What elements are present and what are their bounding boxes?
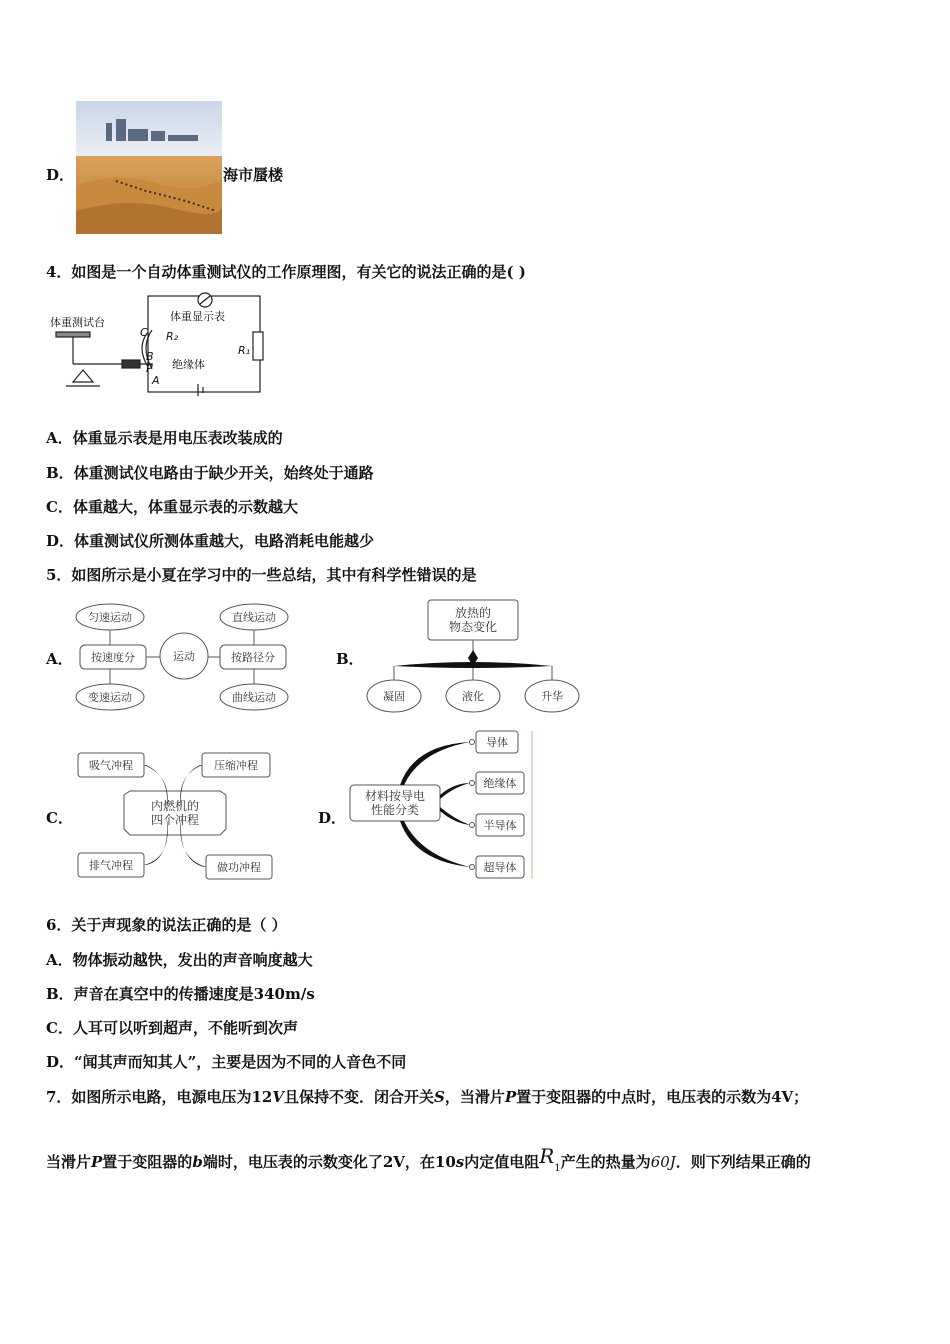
node-engine-strokes-line1: 内燃机的 [150,799,200,813]
node-curved-motion: 曲线运动 [232,691,276,704]
q6-option-a: A．物体振动越快，发出的声音响度越大 [46,951,313,969]
option-d-letter: D． [46,166,75,184]
node-variable-motion: 变速运动 [88,691,132,704]
figure-label-display: 体重显示表 [170,310,225,323]
diagram-b-heat-release-changes [366,598,582,716]
node-semiconductor: 半导体 [483,819,517,832]
node-motion: 运动 [173,650,195,663]
node-heat-release-line1: 放热的 [454,606,492,620]
node-material-class-line2: 性能分类 [370,803,420,817]
q7-line1: 7．如图所示电路，电源电压为12V且保持不变．闭合开关S，当滑片P置于变阻器的中点时，电压表的示数为4V； [46,1088,809,1106]
figure-label-c: C [140,326,148,339]
node-engine-strokes-line2: 四个冲程 [150,813,200,827]
diagram-c-engine-strokes [74,747,276,883]
q7-line2: 当滑片P置于变阻器的b端时，电压表的示数变化了2V，在10s内定值电阻$R_1$产生的热量为60J．则下列结果正确的 [46,1144,811,1174]
node-compression-stroke: 压缩冲程 [214,759,258,772]
q6-stem: 6．关于声现象的说法正确的是（ ） [46,916,287,934]
node-intake-stroke: 吸气冲程 [89,759,133,772]
q4-option-d: D．体重测试仪所测体重越大，电路消耗电能越少 [46,532,375,550]
figure-label-platform: 体重测试台 [50,316,105,329]
mirage-photo [76,101,222,234]
q6-option-b: B．声音在真空中的传播速度是340m/s [46,985,315,1003]
weight-tester-circuit-diagram [48,292,284,402]
node-heat-release-line2: 物态变化 [448,620,498,634]
q5-letter-a: A． [46,650,73,668]
figure-label-p: P [146,362,153,375]
figure-label-r2: R₂ [166,330,179,343]
node-material-class-line1: 材料按导电 [364,789,426,803]
figure-label-a: A [152,374,160,387]
q5-stem: 5．如图所示是小夏在学习中的一些总结，其中有科学性错误的是 [46,566,477,584]
q6-option-c: C．人耳可以听到超声，不能听到次声 [46,1019,298,1037]
node-conductor: 导体 [486,736,508,749]
q4-stem: 4．如图是一个自动体重测试仪的工作原理图，有关它的说法正确的是( ) [46,263,526,281]
node-superconductor: 超导体 [483,861,517,874]
diagram-a-motion-classification [74,601,294,713]
diagram-d-material-conductivity [344,727,536,883]
node-sublimation: 升华 [541,690,563,703]
q6-option-d: D．“闻其声而知其人”，主要是因为不同的人音色不同 [46,1053,407,1071]
q5-letter-d: D． [318,809,347,827]
node-exhaust-stroke: 排气冲程 [89,859,133,872]
mirage-caption: 海市蜃楼 [223,166,284,184]
figure-label-b: B [146,350,154,363]
q4-option-b: B．体重测试仪电路由于缺少开关，始终处于通路 [46,464,374,482]
q4-option-c: C．体重越大，体重显示表的示数越大 [46,498,298,516]
node-insulator: 绝缘体 [483,777,517,790]
node-liquefaction: 液化 [462,690,484,703]
q4-option-a: A．体重显示表是用电压表改装成的 [46,429,283,447]
node-uniform-motion: 匀速运动 [88,611,132,624]
q5-letter-c: C． [46,809,73,827]
figure-label-insulator: 绝缘体 [172,358,205,371]
node-power-stroke: 做功冲程 [217,861,261,874]
figure-label-r1: R₁ [238,344,251,357]
q5-letter-b: B． [336,650,364,668]
node-by-speed: 按速度分 [91,651,135,664]
node-linear-motion: 直线运动 [232,611,276,624]
node-by-path: 按路径分 [231,651,275,664]
node-solidification: 凝固 [383,690,405,703]
